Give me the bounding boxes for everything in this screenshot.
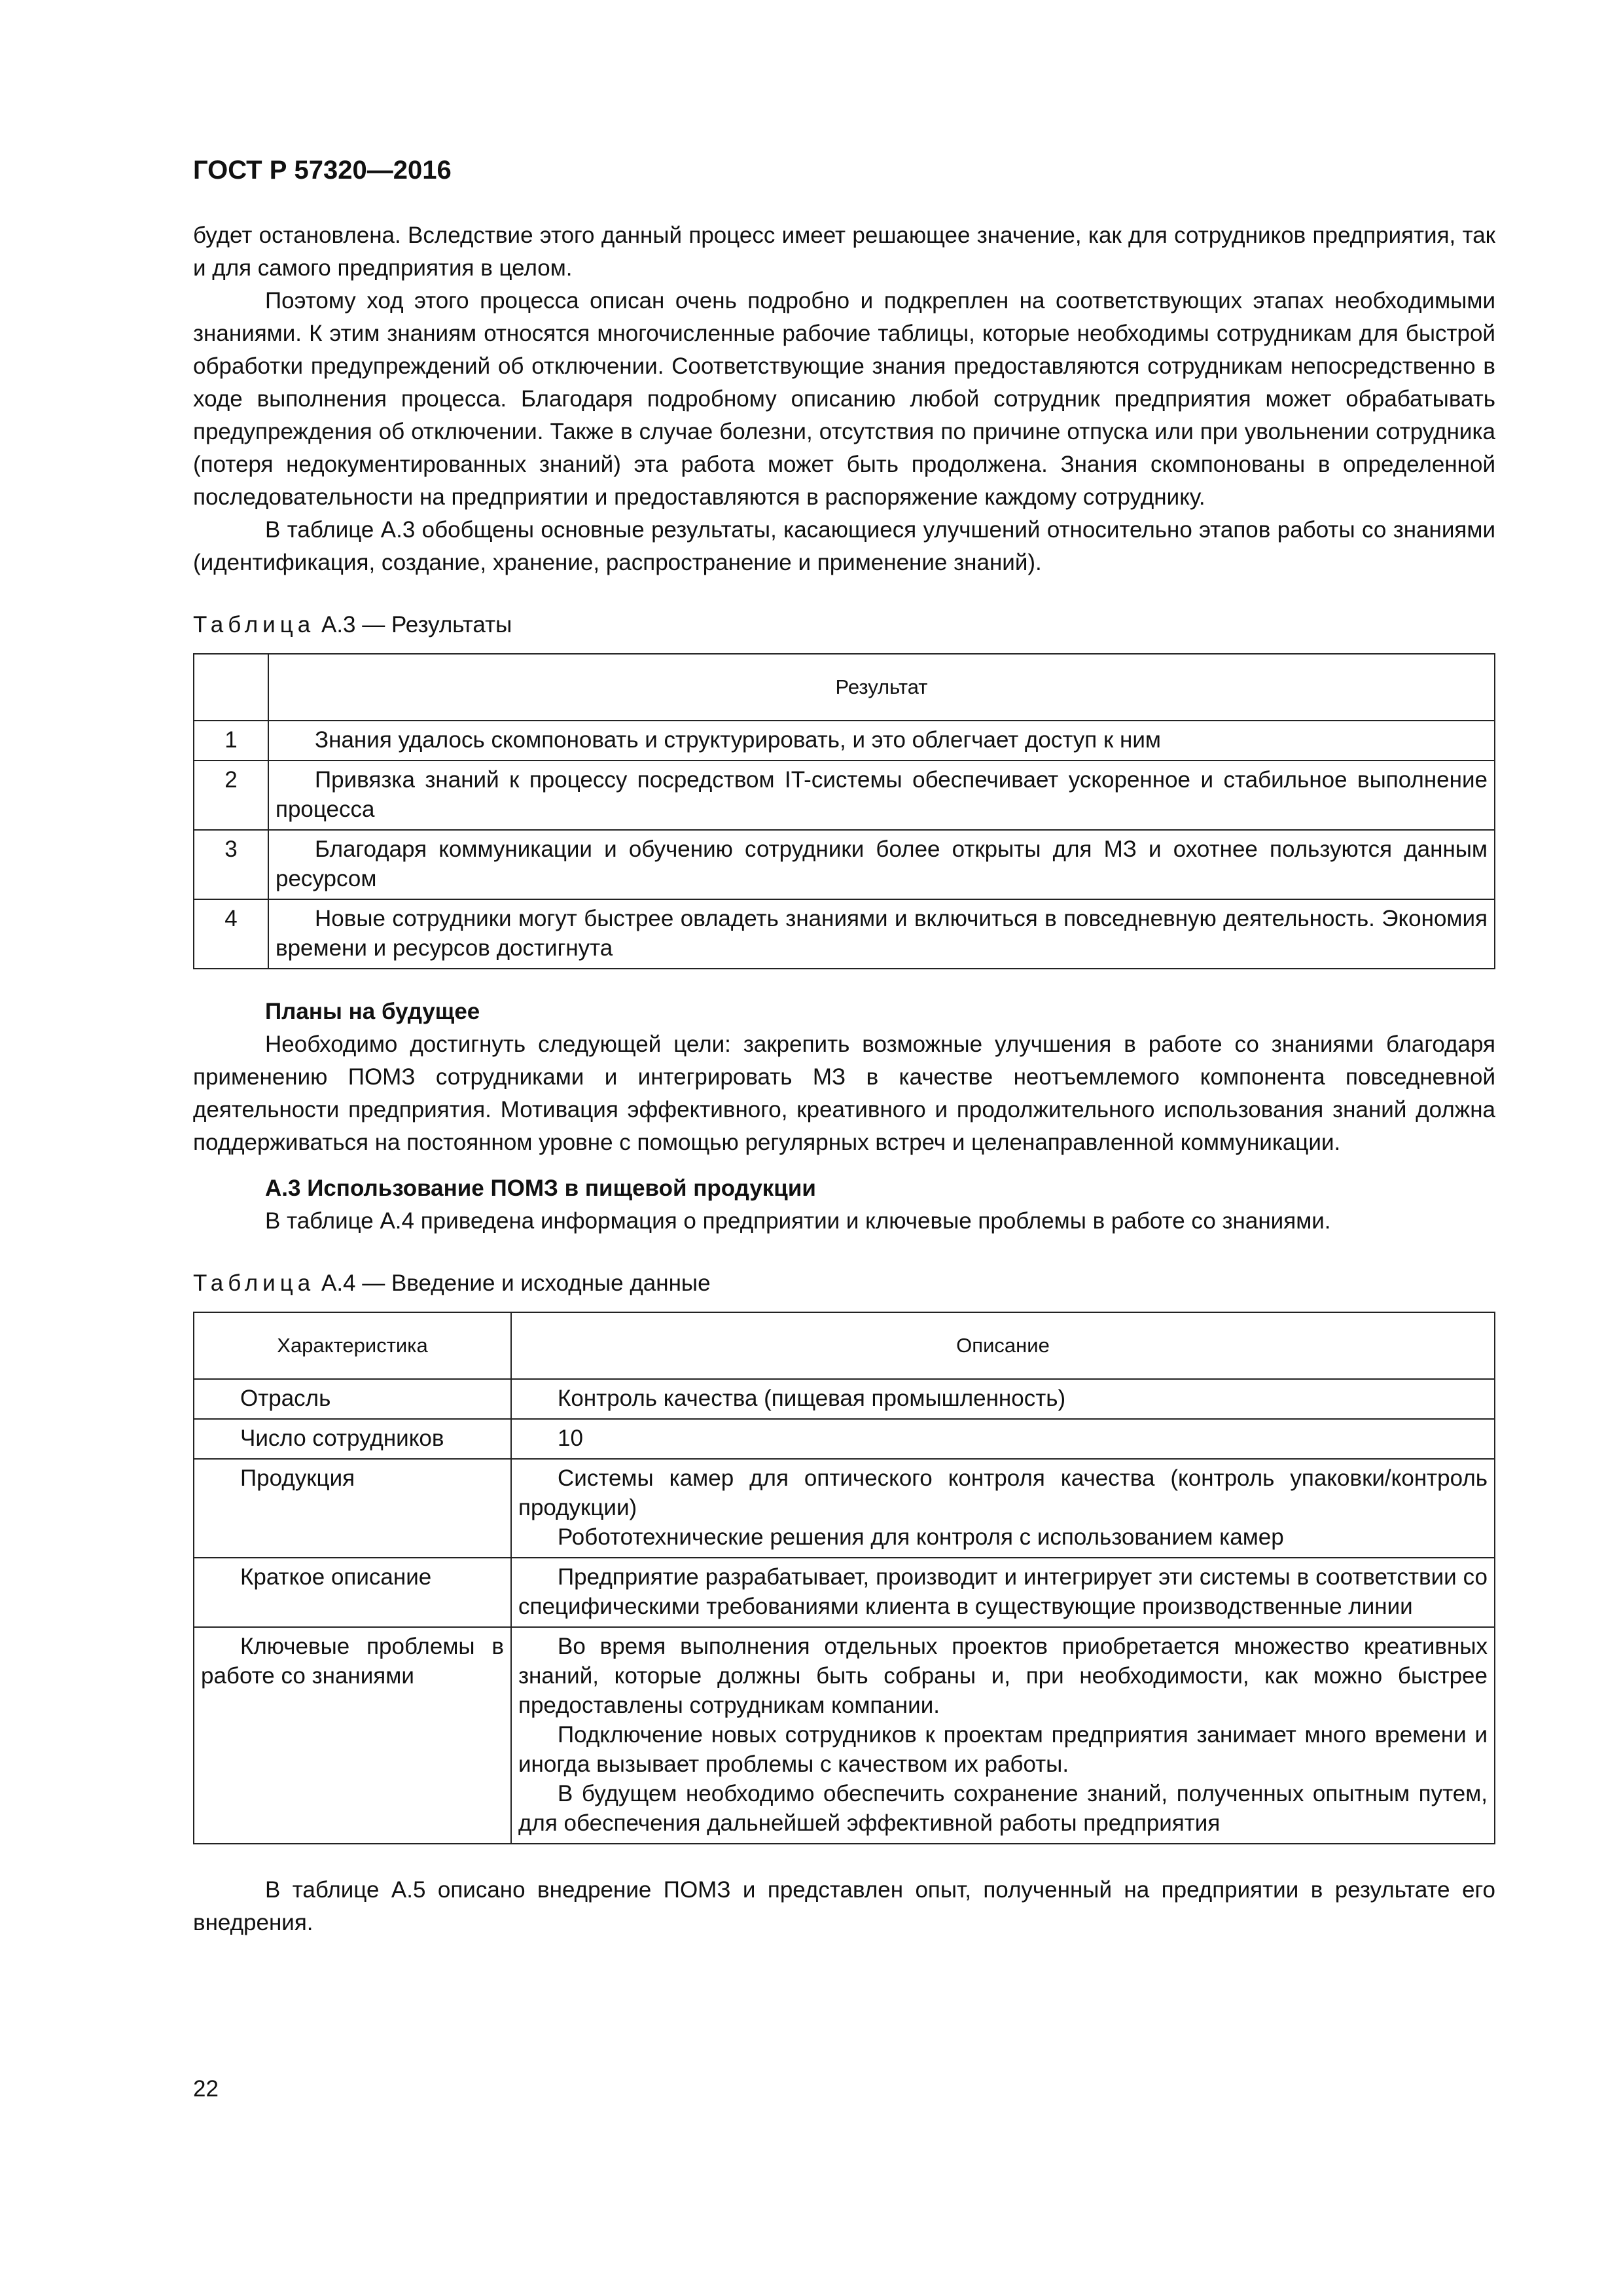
row-number: 4	[194, 899, 268, 969]
row-description	[511, 1558, 1495, 1627]
intro-paragraph-2: Поэтому ход этого процесса описан очень подробно и подкреплен на соответствующих этапах необходимыми знаниями. К этим знаниям относятся многочисленные рабочие таблицы, которые необходимы сотрудникам для быстрой обработки предупреждений об отключении. Соответствующие знания предоставляются сотрудникам непосредственно в ходе выполнения процесса. Благодаря подробному описанию любой сотрудник предприятия может обрабатывать предупреждения об отключении. Также в случае болезни, отсутствия по причине отпуска или при увольнении сотрудника (потеря недокументированных знаний) эта работа может быть продолжена. Знания скомпонованы в определенной последовательности на предприятии и предоставляются в распоряжение каждому сотруднику.	[193, 288, 1495, 510]
table-a4-caption-title: А.4 — Введение и исходные данные	[321, 1270, 711, 1296]
intro-paragraph-3: В таблице А.3 обобщены основные результаты, касающиеся улучшений относительно этапов работы со знаниями (идентификация, создание, хранение, распространение и применение знаний).	[193, 517, 1495, 575]
row-characteristic	[194, 1627, 511, 1844]
document-page	[193, 154, 1495, 1939]
table-row	[194, 899, 1495, 969]
row-result	[268, 721, 1495, 761]
row-description-text: Системы камер для оптического контроля качества (контроль упаковки/контроль продукции)	[518, 1465, 1488, 1520]
section-a3-paragraph: В таблице А.4 приведена информация о предприятии и ключевые проблемы в работе со знаниями.	[265, 1208, 1331, 1234]
row-characteristic	[194, 1419, 511, 1459]
table-row	[194, 721, 1495, 761]
row-result	[268, 761, 1495, 830]
row-characteristic-text: Число сотрудников	[240, 1426, 444, 1451]
row-result	[268, 899, 1495, 969]
row-characteristic	[194, 1558, 511, 1627]
row-description-text: Робототехнические решения для контроля с использованием камер	[558, 1524, 1284, 1550]
table-a3-header-num	[194, 654, 268, 721]
document-header: ГОСТ Р 57320—2016	[193, 156, 452, 185]
table-a4-header-description: Описание	[511, 1312, 1495, 1379]
closing-paragraph: В таблице А.5 описано внедрение ПОМЗ и представлен опыт, полученный на предприятии в результате его внедрения.	[193, 1877, 1495, 1935]
row-result-text: Благодаря коммуникации и обучению сотрудники более открыты для МЗ и охотнее пользуются данным ресурсом	[276, 836, 1488, 891]
row-description	[511, 1419, 1495, 1459]
table-a4	[193, 1312, 1495, 1844]
row-description-text: 10	[558, 1426, 583, 1451]
table-row	[194, 761, 1495, 830]
table-a3-header-result: Результат	[268, 654, 1495, 721]
table-a4-header-characteristic: Характеристика	[194, 1312, 511, 1379]
table-row	[194, 1459, 1495, 1558]
table-a4-header-row	[194, 1312, 1495, 1379]
row-characteristic-text: Краткое описание	[240, 1564, 432, 1590]
row-description-text: В будущем необходимо обеспечить сохранение знаний, полученных опытным путем, для обеспечения дальнейшей эффективной работы предприятия	[518, 1781, 1488, 1836]
row-number: 2	[194, 761, 268, 830]
table-a3-caption-label: Таблица	[193, 612, 315, 637]
row-characteristic	[194, 1379, 511, 1419]
table-a4-caption-label: Таблица	[193, 1270, 315, 1296]
row-description	[511, 1459, 1495, 1558]
row-result-text: Знания удалось скомпоновать и структурировать, и это облегчает доступ к ним	[315, 727, 1161, 753]
row-characteristic	[194, 1459, 511, 1558]
row-characteristic-text: Ключевые проблемы в работе со знаниями	[201, 1634, 504, 1689]
page-number: 22	[193, 2076, 219, 2102]
future-heading: Планы на будущее	[265, 999, 480, 1024]
section-a3-heading: А.3 Использование ПОМЗ в пищевой продукции	[265, 1175, 816, 1201]
row-number: 3	[194, 830, 268, 899]
row-description-text: Предприятие разрабатывает, производит и интегрирует эти системы в соответствии со специфическими требованиями клиента в существующие производственные линии	[518, 1564, 1488, 1619]
table-a3	[193, 653, 1495, 969]
row-description-text: Подключение новых сотрудников к проектам предприятия занимает много времени и иногда вызывает проблемы с качеством их работы.	[518, 1722, 1488, 1777]
row-characteristic-text: Продукция	[240, 1465, 355, 1491]
row-result-text: Привязка знаний к процессу посредством IT-системы обеспечивает ускоренное и стабильное выполнение процесса	[276, 767, 1488, 822]
row-result	[268, 830, 1495, 899]
table-row	[194, 1627, 1495, 1844]
table-a3-caption-title: А.3 — Результаты	[321, 612, 512, 637]
table-row	[194, 1419, 1495, 1459]
row-number: 1	[194, 721, 268, 761]
row-description-text: Во время выполнения отдельных проектов приобретается множество креативных знаний, которые должны быть собраны и, при необходимости, как можно быстрее предоставлены сотрудникам компании.	[518, 1634, 1488, 1718]
table-a3-caption	[193, 609, 1495, 641]
row-description-text: Контроль качества (пищевая промышленность)	[558, 1386, 1066, 1411]
row-description	[511, 1379, 1495, 1419]
table-row	[194, 1379, 1495, 1419]
row-characteristic-text: Отрасль	[240, 1386, 331, 1411]
future-paragraph: Необходимо достигнуть следующей цели: закрепить возможные улучшения в работе со знаниями благодаря применению ПОМЗ сотрудниками и интегрировать МЗ в качестве неотъемлемого компонента повседневной деятельности предприятия. Мотивация эффективного, креативного и продолжительного использования знаний должна поддерживаться на постоянном уровне с помощью регулярных встреч и целенаправленной коммуникации.	[193, 1031, 1495, 1155]
table-a3-header-row	[194, 654, 1495, 721]
intro-paragraph-1: будет остановлена. Вследствие этого данный процесс имеет решающее значение, как для сотрудников предприятия, так и для самого предприятия в целом.	[193, 223, 1495, 281]
row-description	[511, 1627, 1495, 1844]
row-result-text: Новые сотрудники могут быстрее овладеть знаниями и включиться в повседневную деятельность. Экономия времени и ресурсов достигнута	[276, 906, 1488, 961]
table-row	[194, 830, 1495, 899]
table-a4-caption	[193, 1267, 1495, 1300]
table-row	[194, 1558, 1495, 1627]
